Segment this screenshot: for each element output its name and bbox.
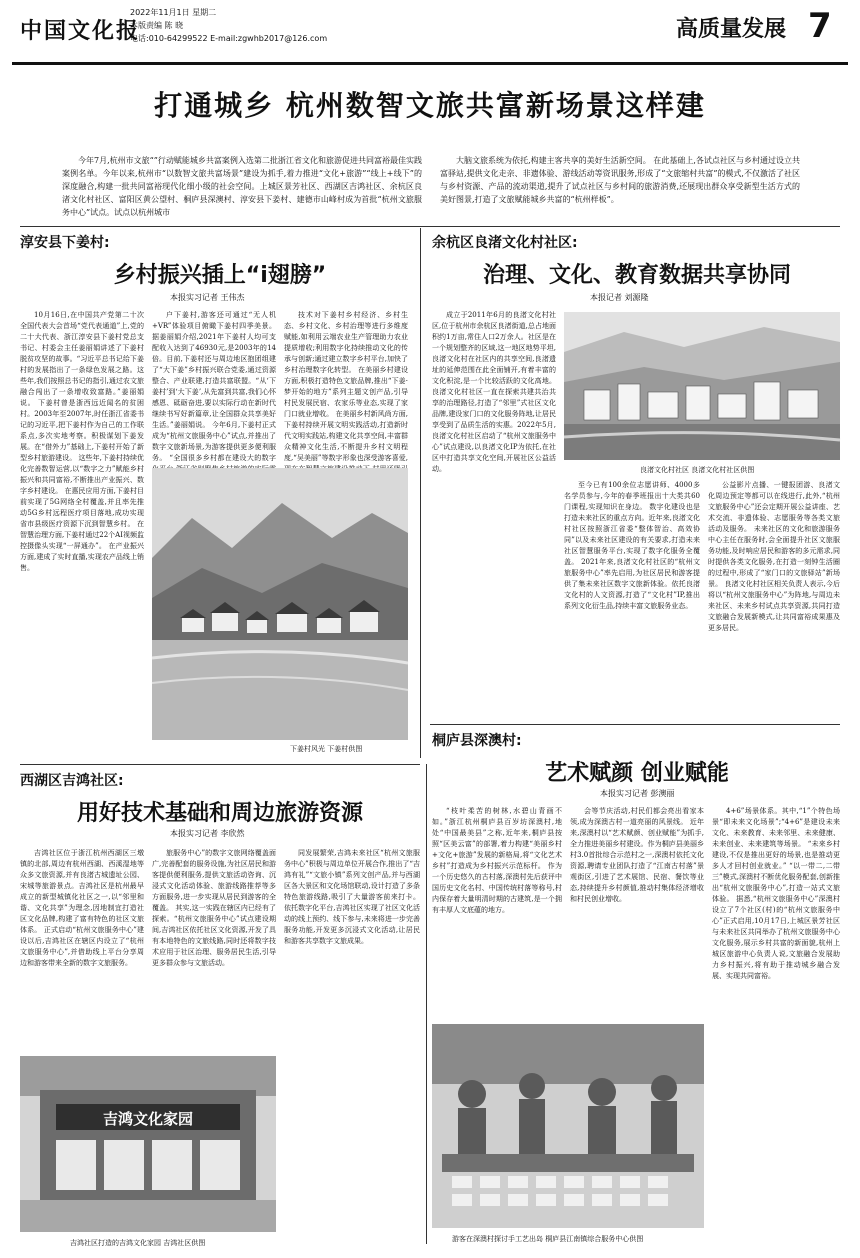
page-headline: 打通城乡 杭州数智文旅共富新场景这样建 [154, 89, 706, 122]
article4-column-2: 旅服务中心”的数字文旅网络覆盖面广,完善配套的服务设施,为社区居民和游客提供便利服务,提供文旅活动咨询、沉浸式文化活动体验、旅游线路推荐等多方面服务,进一步实现从居民到游客的全覆盖。 其实,这一实践在辖区内已经有了探索。“杭州文旅服务中心”试点建设期间,吉鸿社区依托社区文化资源,开发了具有本地特色的文旅线路,同时还将数字技术应用于社区治理、服务居民生活,引导更多群众参与文旅活动。 [152, 849, 276, 967]
article4-photo-caption: 吉鸿社区打造的吉鸿文化家园 吉鸿社区供图 [70, 1239, 206, 1247]
divider [20, 764, 420, 765]
article4-byline: 本报实习记者 李欣然 [170, 829, 245, 838]
village-landscape-photo [152, 468, 408, 740]
article1-byline: 本报实习记者 王伟杰 [170, 293, 245, 302]
article3-column-1: “枝叶柔苦的树林,水碧山青画不如。”浙江杭州桐庐县百岁坊深澳村,地处“中国最美县”之称,近年来,桐庐县按照“区美云富”的部署,着力构建“美丽乡村+文化+旅游”发展的新格局,将“文化艺术乡村”打造成为乡村振兴示范标杆。 作为一个历史悠久的古村落,深澳村先后获评中国历史文化名村、中国传统村落等称号,村内保存着大量明清时期的古建筑,是一个拥有丰厚人文底蕴的地方。 [432, 807, 562, 914]
contact-info: 电话:010-64299522 E-mail:zgwhb2017@126.com [130, 34, 328, 43]
column-divider [426, 764, 427, 1244]
lead-paragraph-left: 今年7月,杭州市文旅“”行动赋能城乡共富案例入选第二批浙江省文化和旅游促进共同富裕最佳实践案例名单。今年以来,杭州市“以数智文旅共富场景”建设为抓手,着力推进“文化+旅游”“线上+线下”的深度融合,构建一批共同富裕现代化细小级的社会空间。上城区景芳社区、西湖区吉鸿社区、余杭区良渚文化村社区、富阳区黄公望村、桐庐县深澳村、淳安县下姜村、建德市山峰村成为首批“杭州文旅服务中心”试点。试点以杭州城市 [62, 156, 422, 217]
article3-byline: 本报实习记者 彭澳丽 [600, 789, 675, 798]
column-divider [420, 228, 421, 758]
section-name: 高质量发展 [676, 17, 787, 42]
article3-title: 艺术赋颜 创业赋能 [545, 761, 729, 786]
article3-photo-caption: 游客在深澳村探讨手工艺出岛 桐庐县江南镇综合服务中心供图 [452, 1235, 644, 1243]
article3-column-2: 会等节庆活动,村民们都会亮出看家本领,成为深澳古村一道亮丽的风景线。 近年来,深澳村以“艺术赋颜、创业赋能”为抓手,全力推进美丽乡村建设。作为桐庐县美丽乡村3.0首批综合示范村之一,深澳村依托文化资源,聘请专业团队打造了“江南古村落”景观街区,引进了艺术展馆、民宿、餐饮等业态,持续提升乡村颜值,推动村集体经济增收和村民创业增收。 [570, 807, 704, 903]
issue-meta [130, 6, 327, 45]
divider [20, 226, 840, 227]
article4-column-1: 吉鸿社区位于浙江杭州西湖区三墩镇的北部,周边有杭州西湖、西溪湿地等众多文旅资源,并有良渚古城遗址公园、宋城等旅游景点。吉鸿社区是杭州最早成立的新型城镇化社区之一,以“邻里和谐、文化共享”为理念,因地制宜打造社区文化品牌,构建了富有特色的社区文旅体系。 正式启动“杭州文旅服务中心”建设以后,吉鸿社区在辖区内设立了“杭州文旅服务中心”,并借助线上平台分享周边和游客带来全新的数字文旅服务。 [20, 849, 144, 967]
article2-title: 治理、文化、教育数据共享协同 [482, 263, 791, 288]
article4-column-3: 同发展繁荣,吉鸿未来社区“杭州文旅服务中心”积极与周边单位开展合作,推出了“吉鸿有礼”“文旅小镇”系列文创产品,并与西湖区各大景区和文化场馆联动,设计打造了多条特色旅游线路,吸引了大量游客前来打卡。 依托数字化平台,吉鸿社区实现了社区文化活动的线上预约、线下参与,未来将进一步完善服务功能,开发更多沉浸式文化活动,让居民和游客共享数字文旅成果。 [284, 849, 420, 945]
community-aerial-photo [564, 312, 840, 460]
article1-column-2: 户下姜村,游客还可通过“无人机+VR”体验项目俯瞰下姜村四季美景。 据姜丽娟介绍,2021年下姜村人均可支配收入达到了46930元,是2003年的14倍。目前,下姜村还与周边地区抱团组建了“大下姜”乡村振兴联合党委,通过资源整合、产业联建,打造共富联盟。“从‘下姜村’到‘大下姜’,从先富到共富,我们心怀感恩、砥砺奋进,要以实际行动在新时代继续书写好新篇章,让全国群众共享美好生活。”姜丽娟说。 今年6月,下姜村正式成为“杭州文旅服务中心”试点,并推出了数字文旅新场景,为游客提供更多便利服务。 “全国很多乡村都在建设大的数字 [152, 311, 276, 462]
article4-title: 用好技术基础和周边旅游资源 [76, 801, 363, 826]
article4-location: 西湖区吉鸿社区: [20, 773, 124, 789]
page-number: 7 [808, 6, 832, 46]
article2-column-1: 成立于2011年6月的良渚文化村社区,位于杭州市余杭区良渚街道,总占地面积约1万亩,常住人口2万余人。社区是在一个规划整齐的区域,这一地区地势平坦,良渚文化村在社区内的共享空间,良渚遗址的延伸范围在此全面铺开,有着丰富的文化积淀,是一个比较活跃的文化高地。 良渚文化村社区一直在探索共建共治共享的治理路径,打造了“邻里”式社区文化品牌,建设家门口的文化服务阵地,让居民享受到了品质生活的实惠。2022年5月,良渚文化村社区启动了“杭州文旅服务中心”试点建设,以良渚文化IP为依托,在社区中打造共享文化空间,开展社区公益活动。 [432, 311, 556, 473]
article2-column-3: 公益影片点播、一键报团游、良渚文化周边预定等都可以在线进行,此外,“杭州文旅服务中心”还会定期开展公益讲座、艺术交流、非遗体验、志愿服务等各类文旅活动及服务。 未来社区的文化和旅游服务中心主任在服务时,会全面提升社区文旅服务功能,及时响应居民和游客的多元需求,同时提供各类文化服务,在打造一刻钟生活圈的过程中,形成了“家门口的文旅驿站”新场景。 良渚文化村社区相关负责人表示,今后将以“杭州文旅服务中心”为阵地,与周边未来社区、未来乡村试点共享资源,共同打造文旅融合发展新模式,让共同富裕成果惠及更多居民。 [708, 481, 840, 632]
article1-column-1: 10月16日,在中国共产党第二十次全国代表大会首场“党代表通道”上,党的二十大代表、浙江淳安县下姜村党总支书记、村委会主任姜丽娟讲述了下姜村脱贫攻坚的故事。“习近平总书记给下姜村的发展指出了一条绿色发展之路。这些年,我们按照总书记的指引,通过农文旅融合闯出了一条增收致富路。”姜丽娟说。 下姜村曾是浙西远近闻名的贫困村。2003年至2007年,时任浙江省委书记的习近平,把下姜村作为自己的工作联系点,多次实地考察。积极谋划下姜发展。在“借外力”基础上,下姜村开始了新型乡村旅游建设。 这些年,下姜村持续优化完善数智运营,以“数字之力”赋能乡村振兴和共同富裕,不断推出产业振兴、数字乡村建设。 在惠民应用方面,下姜村目前实现了5G网络全村覆盖,并且率先推动5G乡村远程医疗项目落地,成功实现省市县级医疗资源下沉到智慧乡村。 在智慧治理方面,下姜村通过22个AI视频监控摄像头实现“一屏通办”。 在产业振兴方面,建成了实时直播,实现农产品线上销售。 [20, 311, 144, 572]
storefront-sign: 吉鸿文化家园 [102, 1110, 193, 1128]
divider [430, 724, 840, 725]
article1-photo-caption: 下姜村风光 下姜村供图 [290, 745, 363, 753]
article1-title: 乡村振兴插上“i翅膀” [113, 263, 327, 288]
article1-column-3: 技术对下姜村乡村经济、乡村生态、乡村文化、乡村治理等进行多维度赋能,如利用云端农业生产管理助力农业提质增收;利用数字化持续推动文化的传承与创新;通过建立数字乡村平台,加快了乡村治理数字化转型。 在美丽乡村建设方面,积极打造特色文旅品牌,推出“下姜·梦开始的地方”系列主题文创产品,引导村民发展民宿、农家乐等业态,实现了家门口就业增收。 在美丽乡村新风尚方面,下姜村持续开展文明实践活动,打造新时代文明实践站,构建文化共享空间,丰富群众精神文化生活,不断提升乡村文明程度,“吴美丽”等数字形象也深受游客喜爱, [284, 311, 408, 462]
culture-center-photo [20, 1056, 276, 1232]
page-editor: 本版责编 陈 晓 [130, 21, 184, 30]
issue-date: 2022年11月1日 星期二 [130, 8, 217, 17]
article3-column-3: 4+6”场景体系。其中,“1”个特色场景“即未来文化场景”;“4+6”是建设未来文化、未来教育、未来邻里、未来健康、未来创业、未来建筑等场景。 “未来乡村建设,不仅是推出更好的场景,也是推动更多人才回村创业就业。” “以一带二,二带三”模式,深澳村不断优化服务配套,创新推出“杭州文旅服务中心”,打造一站式文旅体验。 据悉,“杭州文旅服务中心”深澳村设立了7个社区(村)的“杭州文旅服务中心”正式启用,10月17日,上城区景芳社区与未来社区共同举办了杭州文旅服务中心文化服务,展示乡村共富的新面貌,杭州上城区旅游中心负责人说,文旅融合发展助力乡村振兴,将有助于推动城乡融合发展、实现共同富裕。 [712, 807, 840, 980]
paper-logo: 中国文化报 [20, 18, 141, 44]
article3-location: 桐庐县深澳村: [432, 733, 522, 749]
article1-location: 淳安县下姜村: [20, 235, 110, 251]
lead-paragraph-right: 大脑文旅系统为依托,构建主客共享的美好生活新空间。 在此基础上,各试点社区与乡村通过设立共富驿站,提供文化走亲、非遗体验、游线活动等资讯服务,形成了“文旅缩村共富”的模式,不仅激活了社区与乡村资源、产品的流动渠道,提升了试点社区与乡村间的旅游消费,还展现出群众享受新型生活方式的美好图景,打造了文旅赋能城乡共富的“杭州样板”。 [440, 156, 800, 204]
masthead [0, 0, 860, 60]
craft-workshop-photo [432, 1024, 704, 1228]
article2-photo-caption: 良渚文化村社区 良渚文化村社区供图 [640, 466, 755, 474]
article2-column-2: 至今已有100余位志愿讲师、4000多名学员参与,今年的春季班报出十大类共60门课程,实现知识在身边。 数字化建设也是打造未来社区的重点方向。近年来,良渚文化村社区按照浙江省委“整体智治、高效协同”以及未来社区建设的有关要求,打造未来社区智慧服务平台,实现了数字化服务全覆盖。 2021年来,良渚文化村社区的“杭州文旅服务中心”率先启用,为社区居民和游客提供了集未来社区数字文旅新体验。依托良渚文化村的人文资源,打造了“文化村”IP,推出系列文化衍生品,持续丰富文旅服务业态。 [564, 481, 700, 610]
article2-byline: 本报记者 刘源隆 [590, 293, 649, 302]
article2-location: 余杭区良渚文化村社区: [432, 235, 578, 251]
masthead-rule [12, 62, 848, 65]
